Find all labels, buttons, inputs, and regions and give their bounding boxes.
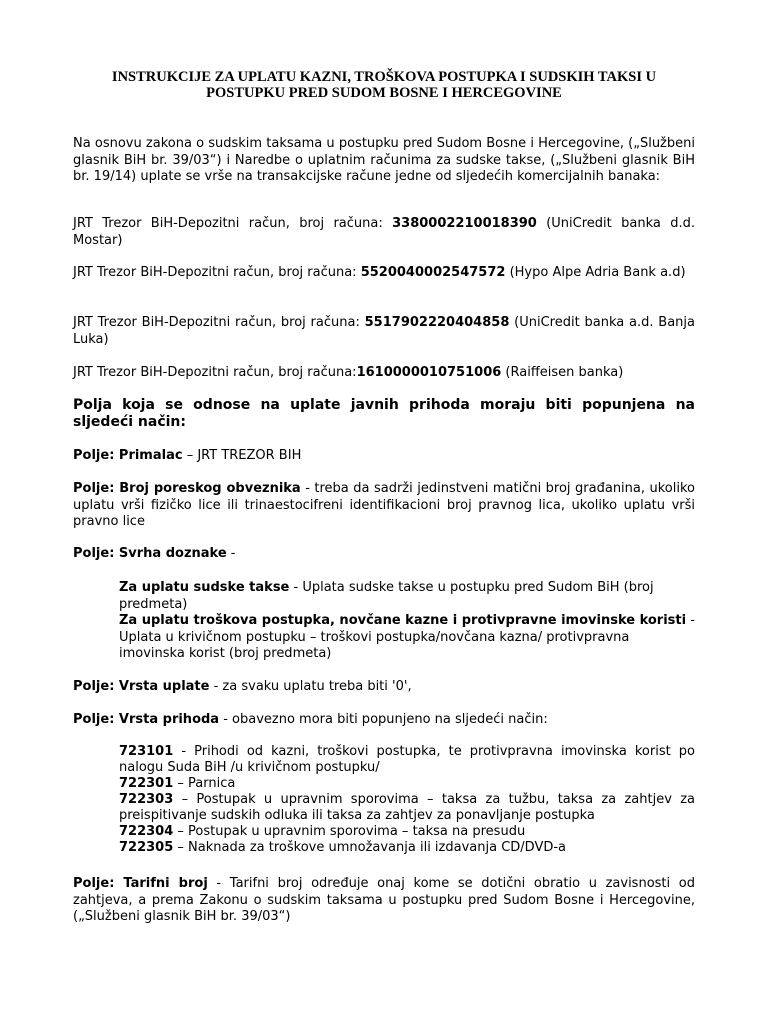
account-bank: (Hypo Alpe Adria Bank a.d) (505, 265, 686, 280)
revenue-codes-list (119, 744, 695, 856)
intro-paragraph: Na osnovu zakona o sudskim taksama u postupku pred Sudom Bosne i Hercegovine, („Službeni glasnik BiH br. 39/03“) i Naredbe o uplatnim računima za sudske takse, („Službeni glasnik BiH br. 19/14) uplate se vrše na transakcijske račune jedne od sljedećih komercijalnih banaka: (73, 136, 695, 184)
field-vrsta-prihoda (73, 712, 695, 729)
field-label: Polje: Vrsta prihoda (73, 712, 220, 727)
account-number: 5517902220404858 (364, 315, 510, 330)
account-label: JRT Trezor BiH-Depozitni račun, broj računa: (73, 265, 361, 280)
field-label: Polje: Primalac (73, 448, 183, 463)
field-text: - treba da sadrži jedinstveni matični broj građanina, ukoliko uplatu vrši fizičko lice ili trinaestocifreni identifikacioni broj pravnog lica, ukoliko uplatu vrši pravno lice (73, 481, 695, 529)
title-line-2: POSTUPKU PRED SUDOM BOSNE I HERCEGOVINE (206, 85, 562, 101)
field-vrsta-uplate (73, 679, 695, 696)
field-label: Polje: Tarifni broj (73, 876, 208, 891)
title-line-1: INSTRUKCIJE ZA UPLATU KAZNI, TROŠKOVA POSTUPKA I SUDSKIH TAKSI U (111, 69, 657, 85)
revenue-code: 723101 (119, 744, 174, 759)
svrha-items (119, 580, 695, 663)
field-text: - za svaku uplatu treba biti '0', (209, 679, 412, 694)
item-text: - Uplata u krivičnom postupku – troškovi postupka/novčana kazna/ protivpravna imovinska korist (broj predmeta) (119, 613, 695, 661)
field-primalac (73, 448, 695, 465)
document-title (60, 69, 708, 101)
account-3 (73, 315, 695, 348)
revenue-code: 722303 (119, 792, 174, 807)
item-text: - Uplata sudske takse u postupku pred Sudom BiH (broj predmeta) (119, 580, 654, 612)
revenue-code-text: – Postupak u upravnim sporovima – taksa za tužbu, taksa za zahtjev za preispitivanje sudskih odluka ili taksa za zahtjev za ponavljanje postupka (119, 792, 695, 823)
field-text: - obavezno mora biti popunjeno na sljedeći način: (219, 712, 548, 727)
revenue-code-text: – Postupak u upravnim sporovima – taksa na presudu (173, 824, 526, 839)
revenue-code-text: - Prihodi od kazni, troškovi postupka, te protivpravna imovinska korist po nalogu Suda BiH /u krivičnom postupku/ (119, 744, 695, 775)
revenue-code-item (119, 776, 695, 792)
field-svrha-doznake (73, 546, 695, 563)
revenue-code-item (119, 840, 695, 856)
revenue-code-item (119, 824, 695, 840)
svrha-item-troskovi (119, 613, 695, 663)
account-bank: (UniCredit banka d.d. Mostar) (73, 216, 695, 248)
account-number: 5520040002547572 (360, 265, 506, 280)
field-text: - (226, 546, 236, 561)
svrha-item-taksa (119, 580, 695, 613)
field-text: - Tarifni broj određuje onaj kome se dotični obratio u zavisnosti od zahtjeva, a prema Zakonu o sudskim taksama u postupku pred Sudom Bosne i Hercegovine, („Službeni glasnik BiH br. 39/03“) (73, 876, 695, 924)
field-tarifni-broj (73, 876, 695, 926)
account-4 (73, 365, 695, 382)
item-label: Za uplatu troškova postupka, novčane kazne i protivpravne imovinske koristi (119, 613, 687, 628)
revenue-code-item (119, 744, 695, 776)
revenue-code: 722305 (119, 840, 174, 855)
account-bank: (UniCredit banka a.d. Banja Luka) (73, 315, 695, 347)
field-label: Polje: Vrsta uplate (73, 679, 210, 694)
account-label: JRT Trezor BiH-Depozitni račun, broj računa: (73, 216, 393, 231)
account-1 (73, 216, 695, 249)
field-poreski-obveznik (73, 481, 695, 531)
account-number: 1610000010751006 (356, 365, 502, 380)
revenue-code: 722301 (119, 776, 174, 791)
account-number: 3380002210018390 (392, 216, 537, 231)
account-bank: (Raiffeisen banka) (501, 365, 624, 380)
account-2 (73, 265, 695, 282)
account-label: JRT Trezor BiH-Depozitni račun, broj računa: (73, 315, 365, 330)
fields-heading: Polja koja se odnose na uplate javnih prihoda moraju biti popunjena na sljedeći način: (73, 397, 695, 430)
item-label: Za uplatu sudske takse (119, 580, 290, 595)
field-label: Polje: Svrha doznake (73, 546, 227, 561)
field-label: Polje: Broj poreskog obveznika (73, 481, 301, 496)
field-text: – JRT TREZOR BIH (182, 448, 302, 463)
revenue-code: 722304 (119, 824, 174, 839)
revenue-code-text: – Naknada za troškove umnožavanja ili izdavanja CD/DVD-a (173, 840, 567, 855)
account-label: JRT Trezor BiH-Depozitni račun, broj računa: (73, 365, 357, 380)
revenue-code-item (119, 792, 695, 824)
revenue-code-text: – Parnica (173, 776, 236, 791)
